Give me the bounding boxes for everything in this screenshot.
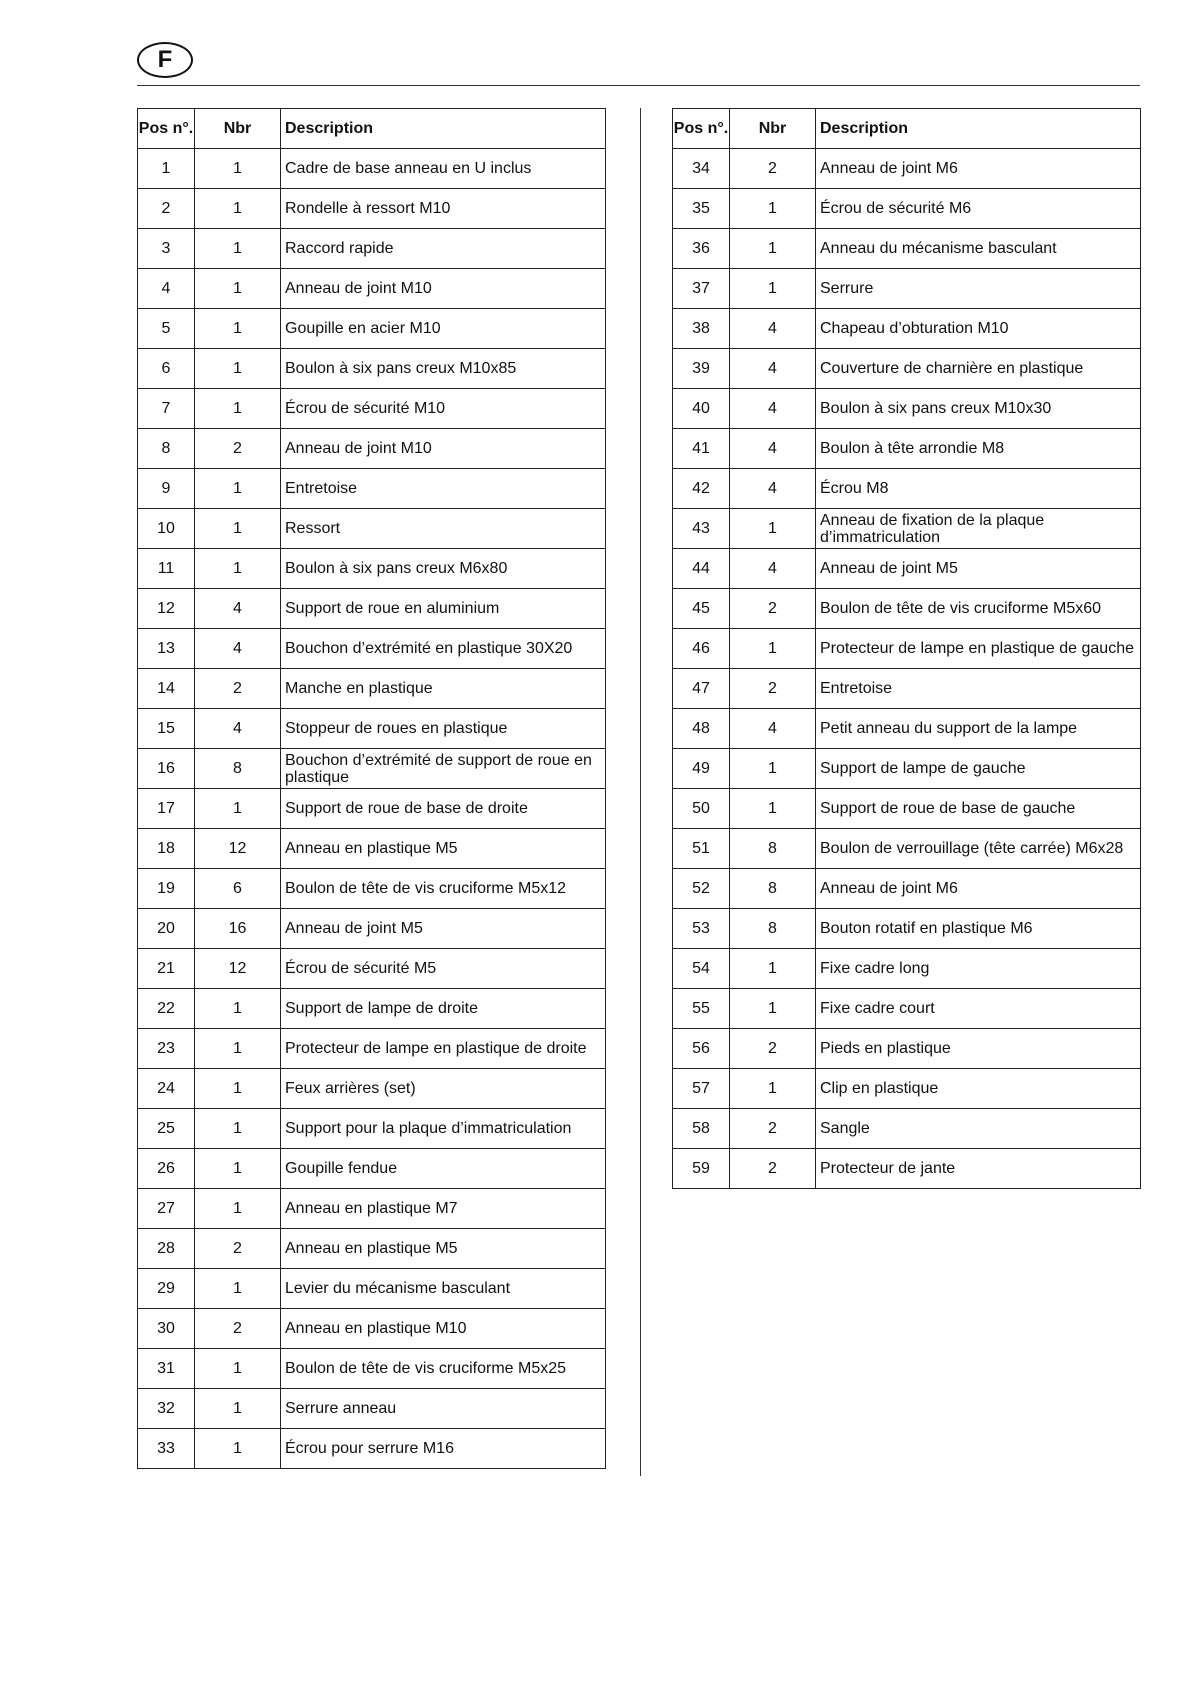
cell-pos: 1	[138, 149, 195, 189]
header-rule	[137, 85, 1140, 86]
cell-pos: 58	[673, 1109, 730, 1149]
cell-nbr: 4	[730, 389, 816, 429]
cell-description: Anneau de joint M5	[816, 549, 1141, 589]
cell-nbr: 1	[195, 229, 281, 269]
cell-pos: 48	[673, 709, 730, 749]
table-row	[138, 829, 606, 869]
table-row	[138, 669, 606, 709]
cell-pos: 30	[138, 1309, 195, 1349]
table-row	[673, 949, 1141, 989]
cell-description: Boulon à six pans creux M6x80	[281, 549, 606, 589]
cell-description: Goupille fendue	[281, 1149, 606, 1189]
cell-pos: 6	[138, 349, 195, 389]
table-row	[673, 149, 1141, 189]
cell-description: Boulon à six pans creux M10x85	[281, 349, 606, 389]
cell-nbr: 1	[195, 1349, 281, 1389]
cell-nbr: 16	[195, 909, 281, 949]
table-row	[138, 229, 606, 269]
cell-pos: 37	[673, 269, 730, 309]
table-row	[138, 469, 606, 509]
cell-description: Anneau de joint M10	[281, 429, 606, 469]
cell-description: Anneau en plastique M7	[281, 1189, 606, 1229]
table-row	[138, 309, 606, 349]
cell-pos: 26	[138, 1149, 195, 1189]
cell-nbr: 1	[730, 789, 816, 829]
table-row	[138, 749, 606, 789]
table-row	[138, 1109, 606, 1149]
cell-description: Bouchon d’extrémité de support de roue en plastique	[281, 749, 606, 789]
cell-nbr: 1	[195, 789, 281, 829]
cell-nbr: 4	[730, 349, 816, 389]
cell-nbr: 4	[730, 469, 816, 509]
cell-pos: 55	[673, 989, 730, 1029]
cell-description: Support de roue de base de droite	[281, 789, 606, 829]
table-row	[673, 189, 1141, 229]
cell-pos: 40	[673, 389, 730, 429]
parts-table-left-body	[138, 149, 606, 1469]
cell-nbr: 1	[195, 1029, 281, 1069]
table-row	[673, 1069, 1141, 1109]
cell-pos: 12	[138, 589, 195, 629]
cell-description: Écrou pour serrure M16	[281, 1429, 606, 1469]
cell-description: Serrure	[816, 269, 1141, 309]
cell-pos: 28	[138, 1229, 195, 1269]
cell-nbr: 1	[730, 269, 816, 309]
language-badge	[137, 42, 193, 78]
table-row	[138, 1429, 606, 1469]
cell-pos: 15	[138, 709, 195, 749]
cell-pos: 9	[138, 469, 195, 509]
cell-description: Ressort	[281, 509, 606, 549]
cell-nbr: 4	[195, 589, 281, 629]
cell-description: Levier du mécanisme basculant	[281, 1269, 606, 1309]
cell-pos: 43	[673, 509, 730, 549]
table-row	[673, 229, 1141, 269]
cell-description: Manche en plastique	[281, 669, 606, 709]
cell-pos: 54	[673, 949, 730, 989]
cell-pos: 20	[138, 909, 195, 949]
cell-description: Chapeau d’obturation M10	[816, 309, 1141, 349]
header-pos: Pos n°.	[673, 109, 730, 149]
cell-description: Entretoise	[281, 469, 606, 509]
table-row	[138, 789, 606, 829]
cell-nbr: 2	[195, 429, 281, 469]
table-header-row	[673, 109, 1141, 149]
cell-nbr: 1	[195, 1389, 281, 1429]
cell-pos: 56	[673, 1029, 730, 1069]
cell-nbr: 4	[195, 629, 281, 669]
cell-nbr: 4	[730, 549, 816, 589]
cell-nbr: 1	[195, 1189, 281, 1229]
parts-table-right	[672, 108, 1141, 1189]
cell-nbr: 4	[730, 709, 816, 749]
cell-nbr: 1	[195, 469, 281, 509]
cell-pos: 53	[673, 909, 730, 949]
table-row	[138, 149, 606, 189]
cell-nbr: 1	[195, 509, 281, 549]
parts-table-left	[137, 108, 606, 1469]
cell-pos: 35	[673, 189, 730, 229]
table-row	[673, 909, 1141, 949]
cell-nbr: 1	[195, 1269, 281, 1309]
table-row	[138, 1069, 606, 1109]
table-row	[138, 269, 606, 309]
cell-description: Anneau du mécanisme basculant	[816, 229, 1141, 269]
cell-nbr: 2	[195, 1309, 281, 1349]
cell-pos: 27	[138, 1189, 195, 1229]
cell-description: Fixe cadre long	[816, 949, 1141, 989]
cell-description: Petit anneau du support de la lampe	[816, 709, 1141, 749]
cell-nbr: 1	[195, 149, 281, 189]
cell-nbr: 2	[730, 1029, 816, 1069]
cell-description: Bouton rotatif en plastique M6	[816, 909, 1141, 949]
cell-nbr: 12	[195, 949, 281, 989]
header-pos: Pos n°.	[138, 109, 195, 149]
cell-description: Anneau de joint M5	[281, 909, 606, 949]
header-nbr: Nbr	[195, 109, 281, 149]
header-description: Description	[816, 109, 1141, 149]
cell-nbr: 1	[195, 989, 281, 1029]
cell-description: Rondelle à ressort M10	[281, 189, 606, 229]
table-row	[673, 749, 1141, 789]
cell-nbr: 1	[730, 989, 816, 1029]
cell-nbr: 2	[195, 1229, 281, 1269]
cell-pos: 19	[138, 869, 195, 909]
table-row	[138, 949, 606, 989]
cell-pos: 47	[673, 669, 730, 709]
cell-nbr: 4	[195, 709, 281, 749]
table-row	[673, 269, 1141, 309]
cell-nbr: 1	[730, 229, 816, 269]
cell-nbr: 1	[730, 509, 816, 549]
table-row	[138, 709, 606, 749]
table-row	[673, 509, 1141, 549]
cell-pos: 46	[673, 629, 730, 669]
cell-pos: 5	[138, 309, 195, 349]
table-row	[138, 1269, 606, 1309]
cell-description: Anneau de joint M10	[281, 269, 606, 309]
cell-nbr: 1	[195, 189, 281, 229]
cell-description: Raccord rapide	[281, 229, 606, 269]
cell-pos: 45	[673, 589, 730, 629]
cell-description: Anneau en plastique M10	[281, 1309, 606, 1349]
parts-table-right-body	[673, 149, 1141, 1189]
cell-pos: 31	[138, 1349, 195, 1389]
table-row	[138, 1149, 606, 1189]
table-row	[138, 1189, 606, 1229]
cell-nbr: 1	[195, 269, 281, 309]
table-row	[138, 509, 606, 549]
cell-description: Écrou de sécurité M6	[816, 189, 1141, 229]
header-description: Description	[281, 109, 606, 149]
cell-description: Support de roue de base de gauche	[816, 789, 1141, 829]
cell-description: Boulon à tête arrondie M8	[816, 429, 1141, 469]
cell-nbr: 1	[730, 949, 816, 989]
table-row	[138, 1029, 606, 1069]
table-row	[138, 189, 606, 229]
cell-pos: 39	[673, 349, 730, 389]
table-row	[138, 989, 606, 1029]
cell-pos: 10	[138, 509, 195, 549]
cell-description: Bouchon d’extrémité en plastique 30X20	[281, 629, 606, 669]
cell-description: Serrure anneau	[281, 1389, 606, 1429]
cell-nbr: 2	[195, 669, 281, 709]
cell-description: Écrou M8	[816, 469, 1141, 509]
cell-nbr: 8	[730, 829, 816, 869]
table-row	[138, 1229, 606, 1269]
table-row	[673, 469, 1141, 509]
header-nbr: Nbr	[730, 109, 816, 149]
cell-pos: 23	[138, 1029, 195, 1069]
cell-nbr: 1	[730, 749, 816, 789]
cell-pos: 52	[673, 869, 730, 909]
cell-description: Sangle	[816, 1109, 1141, 1149]
cell-description: Support de roue en aluminium	[281, 589, 606, 629]
cell-description: Boulon de verrouillage (tête carrée) M6x28	[816, 829, 1141, 869]
cell-nbr: 2	[730, 669, 816, 709]
cell-nbr: 1	[195, 1109, 281, 1149]
cell-pos: 41	[673, 429, 730, 469]
cell-nbr: 1	[195, 309, 281, 349]
cell-description: Fixe cadre court	[816, 989, 1141, 1029]
cell-pos: 22	[138, 989, 195, 1029]
cell-nbr: 1	[730, 1069, 816, 1109]
cell-description: Stoppeur de roues en plastique	[281, 709, 606, 749]
cell-nbr: 8	[730, 909, 816, 949]
cell-pos: 32	[138, 1389, 195, 1429]
cell-pos: 24	[138, 1069, 195, 1109]
cell-nbr: 6	[195, 869, 281, 909]
cell-description: Protecteur de lampe en plastique de gauche	[816, 629, 1141, 669]
table-row	[138, 1389, 606, 1429]
cell-pos: 33	[138, 1429, 195, 1469]
cell-pos: 51	[673, 829, 730, 869]
cell-description: Clip en plastique	[816, 1069, 1141, 1109]
cell-description: Protecteur de lampe en plastique de droite	[281, 1029, 606, 1069]
table-row	[673, 789, 1141, 829]
table-row	[138, 1349, 606, 1389]
cell-description: Protecteur de jante	[816, 1149, 1141, 1189]
cell-pos: 38	[673, 309, 730, 349]
cell-nbr: 1	[730, 189, 816, 229]
cell-pos: 34	[673, 149, 730, 189]
cell-pos: 59	[673, 1149, 730, 1189]
cell-description: Support de lampe de droite	[281, 989, 606, 1029]
cell-description: Anneau de fixation de la plaque d’immatriculation	[816, 509, 1141, 549]
table-row	[673, 429, 1141, 469]
table-row	[673, 669, 1141, 709]
cell-pos: 2	[138, 189, 195, 229]
table-row	[673, 1149, 1141, 1189]
language-badge-label: F	[157, 46, 173, 73]
cell-pos: 17	[138, 789, 195, 829]
table-header-row	[138, 109, 606, 149]
cell-description: Anneau en plastique M5	[281, 829, 606, 869]
cell-pos: 21	[138, 949, 195, 989]
cell-nbr: 1	[195, 1429, 281, 1469]
table-row	[673, 549, 1141, 589]
table-row	[673, 309, 1141, 349]
cell-nbr: 8	[195, 749, 281, 789]
table-row	[138, 1309, 606, 1349]
cell-pos: 50	[673, 789, 730, 829]
cell-pos: 25	[138, 1109, 195, 1149]
cell-nbr: 1	[195, 549, 281, 589]
cell-nbr: 1	[195, 349, 281, 389]
cell-nbr: 1	[730, 629, 816, 669]
cell-description: Boulon de tête de vis cruciforme M5x25	[281, 1349, 606, 1389]
cell-nbr: 2	[730, 149, 816, 189]
cell-pos: 14	[138, 669, 195, 709]
table-row	[138, 429, 606, 469]
table-row	[673, 829, 1141, 869]
cell-description: Entretoise	[816, 669, 1141, 709]
table-row	[138, 629, 606, 669]
cell-nbr: 8	[730, 869, 816, 909]
table-row	[673, 869, 1141, 909]
cell-pos: 11	[138, 549, 195, 589]
cell-pos: 29	[138, 1269, 195, 1309]
cell-pos: 8	[138, 429, 195, 469]
table-row	[138, 349, 606, 389]
cell-pos: 36	[673, 229, 730, 269]
cell-description: Anneau de joint M6	[816, 869, 1141, 909]
cell-pos: 57	[673, 1069, 730, 1109]
cell-description: Support de lampe de gauche	[816, 749, 1141, 789]
cell-nbr: 2	[730, 589, 816, 629]
cell-pos: 49	[673, 749, 730, 789]
cell-description: Écrou de sécurité M10	[281, 389, 606, 429]
cell-description: Goupille en acier M10	[281, 309, 606, 349]
table-row	[138, 549, 606, 589]
cell-nbr: 1	[195, 389, 281, 429]
table-row	[673, 629, 1141, 669]
cell-pos: 42	[673, 469, 730, 509]
table-row	[138, 869, 606, 909]
cell-nbr: 4	[730, 309, 816, 349]
cell-pos: 7	[138, 389, 195, 429]
table-row	[673, 349, 1141, 389]
cell-nbr: 4	[730, 429, 816, 469]
cell-description: Cadre de base anneau en U inclus	[281, 149, 606, 189]
cell-description: Feux arrières (set)	[281, 1069, 606, 1109]
table-row	[673, 389, 1141, 429]
table-row	[673, 989, 1141, 1029]
cell-nbr: 1	[195, 1069, 281, 1109]
cell-pos: 44	[673, 549, 730, 589]
cell-pos: 3	[138, 229, 195, 269]
column-divider	[640, 108, 641, 1476]
table-row	[673, 1109, 1141, 1149]
cell-description: Anneau de joint M6	[816, 149, 1141, 189]
cell-nbr: 2	[730, 1149, 816, 1189]
cell-pos: 4	[138, 269, 195, 309]
cell-pos: 18	[138, 829, 195, 869]
table-row	[673, 709, 1141, 749]
cell-nbr: 12	[195, 829, 281, 869]
table-row	[138, 909, 606, 949]
cell-description: Support pour la plaque d’immatriculation	[281, 1109, 606, 1149]
cell-description: Écrou de sécurité M5	[281, 949, 606, 989]
table-row	[138, 389, 606, 429]
cell-description: Anneau en plastique M5	[281, 1229, 606, 1269]
cell-description: Couverture de charnière en plastique	[816, 349, 1141, 389]
table-row	[138, 589, 606, 629]
table-row	[673, 589, 1141, 629]
cell-nbr: 2	[730, 1109, 816, 1149]
cell-description: Boulon de tête de vis cruciforme M5x12	[281, 869, 606, 909]
cell-nbr: 1	[195, 1149, 281, 1189]
cell-description: Boulon de tête de vis cruciforme M5x60	[816, 589, 1141, 629]
cell-description: Pieds en plastique	[816, 1029, 1141, 1069]
table-row	[673, 1029, 1141, 1069]
cell-pos: 13	[138, 629, 195, 669]
cell-pos: 16	[138, 749, 195, 789]
cell-description: Boulon à six pans creux M10x30	[816, 389, 1141, 429]
